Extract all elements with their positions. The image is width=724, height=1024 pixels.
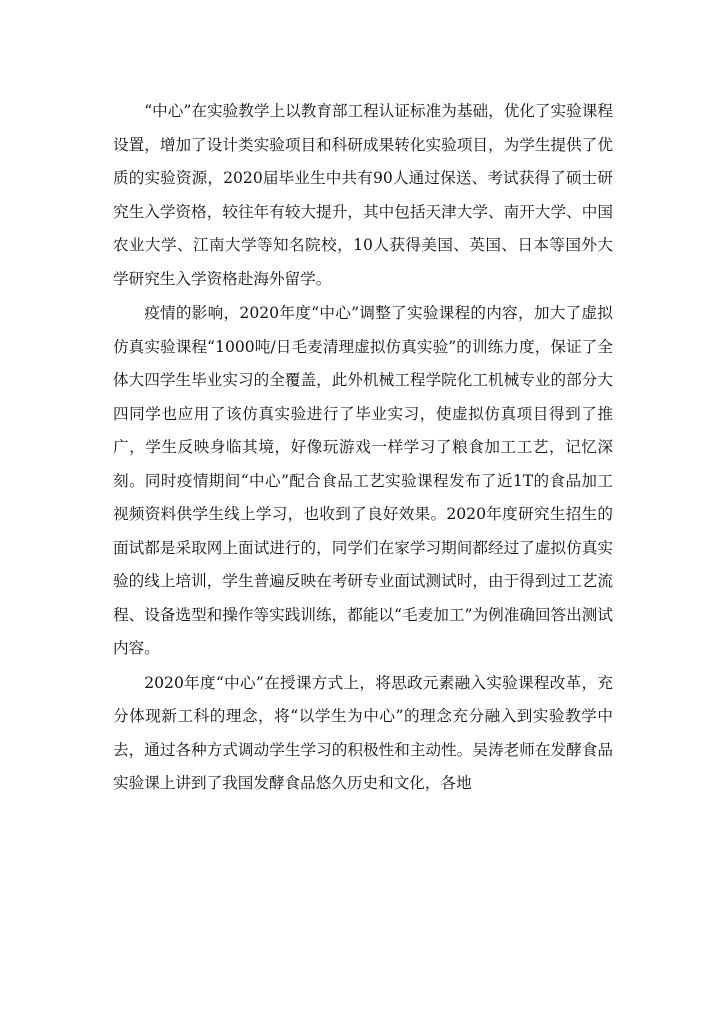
document-body [113,95,613,802]
paragraph-3: 2020年度“中心”在授课方式上，将思政元素融入实验课程改革，充分体现新工科的理念，将“以学生为中心”的理念充分融入到实验教学中去，通过各种方式调动学生学习的积极性和主动性。吴涛老师在发酵食品实验课上讲到了我国发酵食品悠久历史和文化，各地 [113,673,613,792]
paragraph-1: “中心”在实验教学上以教育部工程认证标准为基础，优化了实验课程设置，增加了设计类实验项目和科研成果转化实验项目，为学生提供了优质的实验资源，2020届毕业生中共有90人通过保送、考试获得了硕士研究生入学资格，较往年有较大提升，其中包括天津大学、南开大学、中国农业大学、江南大学等知名院校，10人获得美国、英国、日本等国外大学研究生入学资格赴海外留学。 [113,102,613,288]
paragraph-2: 疫情的影响，2020年度“中心”调整了实验课程的内容，加大了虚拟仿真实验课程“1000吨/日毛麦清理虚拟仿真实验”的训练力度，保证了全体大四学生毕业实习的全覆盖，此外机械工程学院化工机械专业的部分大四同学也应用了该仿真实验进行了毕业实习，使虚拟仿真项目得到了推广，学生反映身临其境，好像玩游戏一样学习了粮食加工工艺，记忆深刻。同时疫情期间“中心”配合食品工艺实验课程发布了近1T的食品加工视频资料供学生线上学习，也收到了良好效果。2020年度研究生招生的面试都是采取网上面试进行的，同学们在家学习期间都经过了虚拟仿真实验的线上培训，学生普遍反映在考研专业面试测试时，由于得到过工艺流程、设备选型和操作等实践训练，都能以“毛麦加工”为例准确回答出测试内容。 [113,304,613,657]
